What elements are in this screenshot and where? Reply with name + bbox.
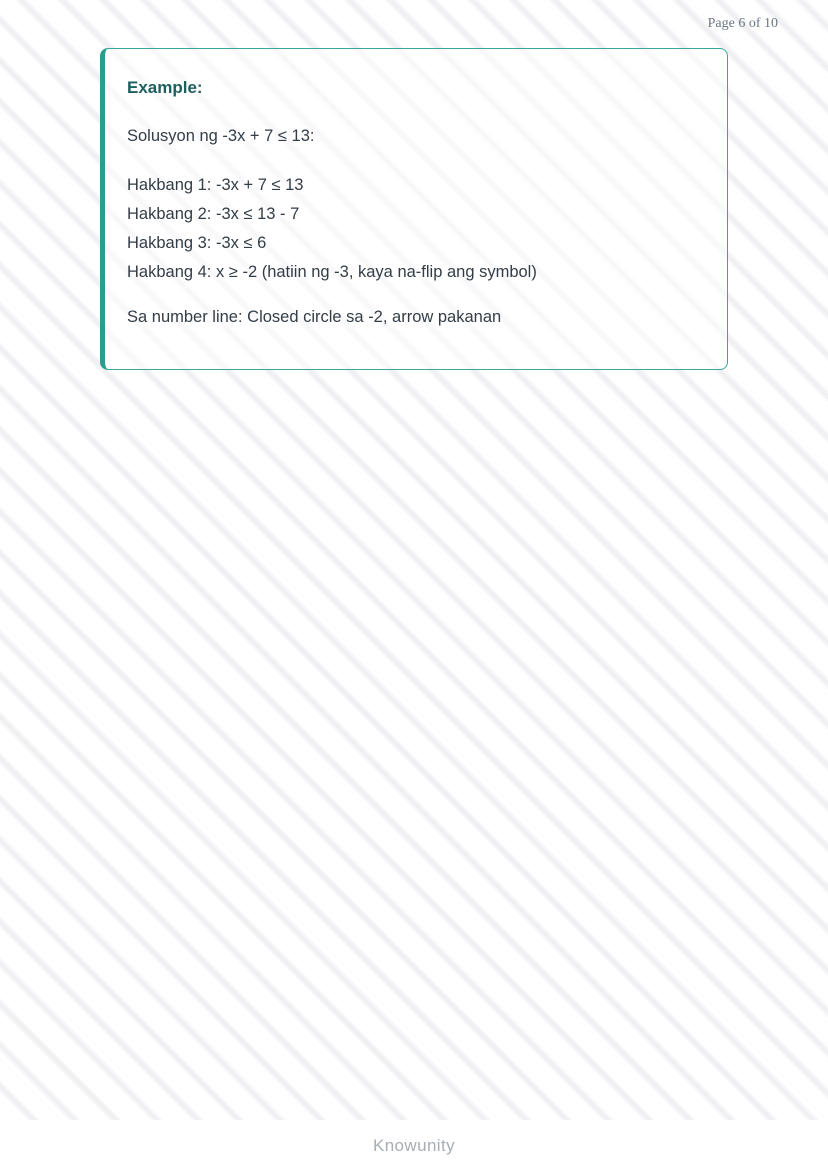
step-line: Hakbang 4: x ≥ -2 (hatiin ng -3, kaya na-flip ang symbol) bbox=[127, 263, 537, 281]
step-line: Hakbang 2: -3x ≤ 13 - 7 bbox=[127, 205, 300, 223]
example-heading: Example: bbox=[127, 78, 203, 97]
example-callout-box bbox=[100, 48, 728, 370]
page-indicator: Page 6 of 10 bbox=[707, 16, 778, 31]
number-line-note: Sa number line: Closed circle sa -2, arrow pakanan bbox=[127, 308, 502, 326]
solution-steps bbox=[127, 171, 701, 287]
footer-brand: Knowunity bbox=[372, 1136, 456, 1155]
step-line: Hakbang 1: -3x + 7 ≤ 13 bbox=[127, 176, 304, 194]
example-intro-text: Solusyon ng -3x + 7 ≤ 13: bbox=[127, 127, 315, 145]
step-line: Hakbang 3: -3x ≤ 6 bbox=[127, 234, 267, 252]
